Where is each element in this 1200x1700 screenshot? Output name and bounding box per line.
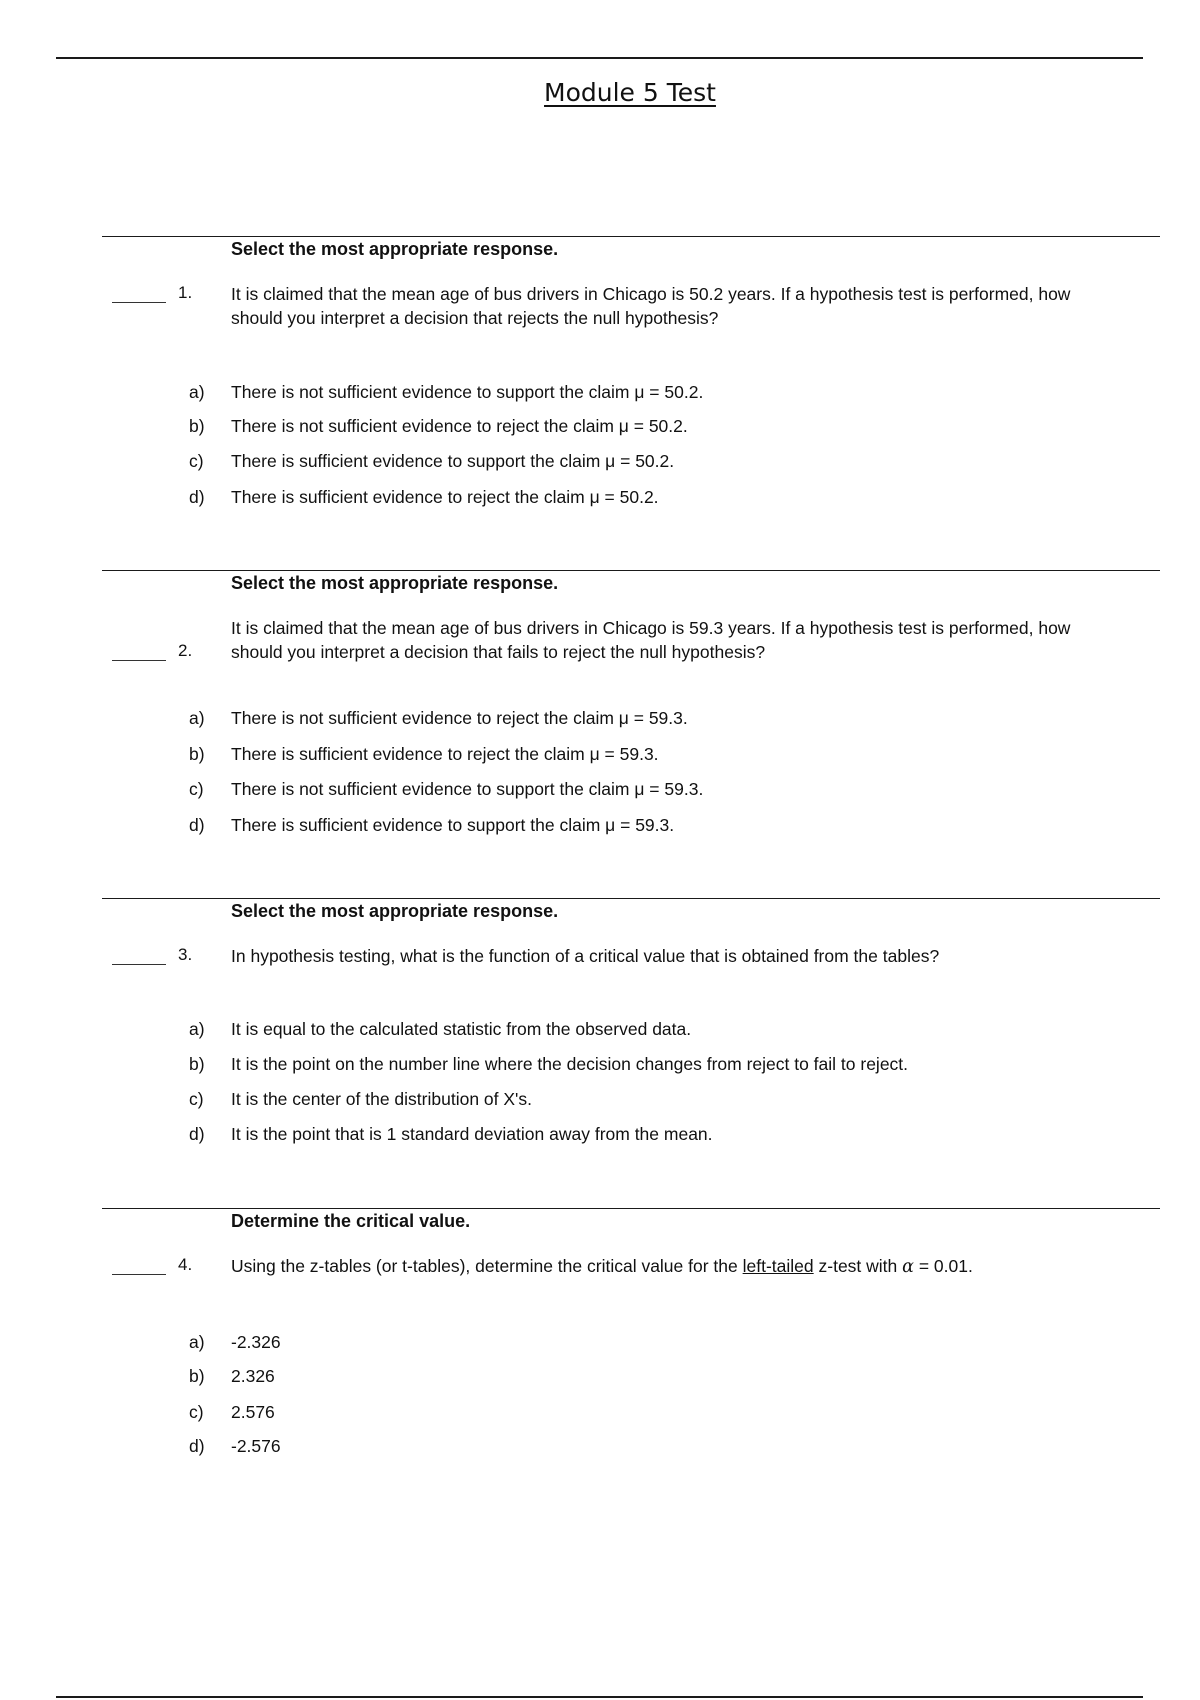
option-a (0, 1019, 1200, 1043)
option-text: -2.326 (231, 1332, 281, 1352)
question-instruction: Select the most appropriate response. (231, 239, 559, 259)
option-text: It is the point on the number line where the decision changes from reject to fail to reject. (231, 1054, 909, 1074)
question-text: It is claimed that the mean age of bus drivers in Chicago is 50.2 years. If a hypothesis test is performed, how should you interpret a decision that rejects the null hypothesis? (231, 284, 1071, 328)
question-instruction: Select the most appropriate response. (231, 901, 559, 921)
option-letter: c) (189, 451, 204, 471)
option-letter: b) (189, 1366, 205, 1386)
option-text: There is sufficient evidence to support the claim μ = 50.2. (231, 451, 675, 471)
question-instruction: Determine the critical value. (231, 1211, 471, 1231)
question-number: 4. (178, 1255, 193, 1274)
page-title-text: Module 5 Test (544, 78, 716, 107)
option-letter: a) (189, 1332, 205, 1352)
option-d (0, 1436, 1200, 1460)
option-text: There is not sufficient evidence to reject the claim μ = 50.2. (231, 416, 688, 436)
option-letter: b) (189, 744, 205, 764)
question-number: 3. (178, 945, 193, 964)
option-letter: c) (189, 1402, 204, 1422)
option-c (0, 451, 1200, 475)
question-text-underlined: left-tailed (742, 1256, 814, 1276)
question-text-part: = 0.01. (913, 1256, 973, 1276)
option-letter: c) (189, 779, 204, 799)
option-d (0, 487, 1200, 511)
answer-blank[interactable] (112, 660, 166, 661)
option-c (0, 779, 1200, 803)
option-letter: d) (189, 815, 205, 835)
question-divider (102, 1208, 1160, 1209)
option-d (0, 815, 1200, 839)
page-top-rule (56, 57, 1143, 59)
option-text: 2.576 (231, 1402, 275, 1422)
option-text: There is not sufficient evidence to support the claim μ = 50.2. (231, 382, 704, 402)
option-text: It is the center of the distribution of X's. (231, 1089, 532, 1109)
option-letter: d) (189, 1436, 205, 1456)
question-divider (102, 898, 1160, 899)
page-title (0, 78, 1200, 107)
option-letter: a) (189, 1019, 205, 1039)
option-b (0, 416, 1200, 440)
option-letter: d) (189, 487, 205, 507)
option-b (0, 744, 1200, 768)
question-instruction: Select the most appropriate response. (231, 573, 559, 593)
question-number: 1. (178, 283, 193, 302)
option-letter: a) (189, 382, 205, 402)
question-divider (102, 570, 1160, 571)
answer-blank[interactable] (112, 302, 166, 303)
option-text: There is sufficient evidence to reject the claim μ = 59.3. (231, 744, 659, 764)
option-a (0, 708, 1200, 732)
option-text: There is sufficient evidence to support the claim μ = 59.3. (231, 815, 675, 835)
alpha-symbol: α (902, 1257, 914, 1277)
question-text (231, 1254, 1151, 1279)
option-a (0, 1332, 1200, 1356)
question-divider (102, 236, 1160, 237)
question-text-part: Using the z-tables (or t-tables), determine the critical value for the (231, 1256, 743, 1276)
option-text: -2.576 (231, 1436, 281, 1456)
option-letter: b) (189, 1054, 205, 1074)
answer-blank[interactable] (112, 1274, 166, 1275)
question-text: It is claimed that the mean age of bus drivers in Chicago is 59.3 years. If a hypothesis test is performed, how should you interpret a decision that fails to reject the null hypothesis? (231, 618, 1071, 662)
option-c (0, 1402, 1200, 1426)
option-text: There is sufficient evidence to reject the claim μ = 50.2. (231, 487, 659, 507)
option-b (0, 1366, 1200, 1390)
option-letter: b) (189, 416, 205, 436)
option-text: It is the point that is 1 standard deviation away from the mean. (231, 1124, 713, 1144)
option-text: It is equal to the calculated statistic from the observed data. (231, 1019, 692, 1039)
answer-blank[interactable] (112, 964, 166, 965)
question-number: 2. (178, 641, 193, 660)
option-letter: c) (189, 1089, 204, 1109)
question-text-part: z-test with (813, 1256, 903, 1276)
option-a (0, 382, 1200, 406)
question-text: In hypothesis testing, what is the function of a critical value that is obtained from the tables? (231, 946, 940, 966)
option-text: 2.326 (231, 1366, 275, 1386)
option-c (0, 1089, 1200, 1113)
option-d (0, 1124, 1200, 1148)
option-text: There is not sufficient evidence to reject the claim μ = 59.3. (231, 708, 688, 728)
option-text: There is not sufficient evidence to support the claim μ = 59.3. (231, 779, 704, 799)
option-letter: a) (189, 708, 205, 728)
page-bottom-rule (56, 1696, 1143, 1698)
option-letter: d) (189, 1124, 205, 1144)
option-b (0, 1054, 1200, 1078)
